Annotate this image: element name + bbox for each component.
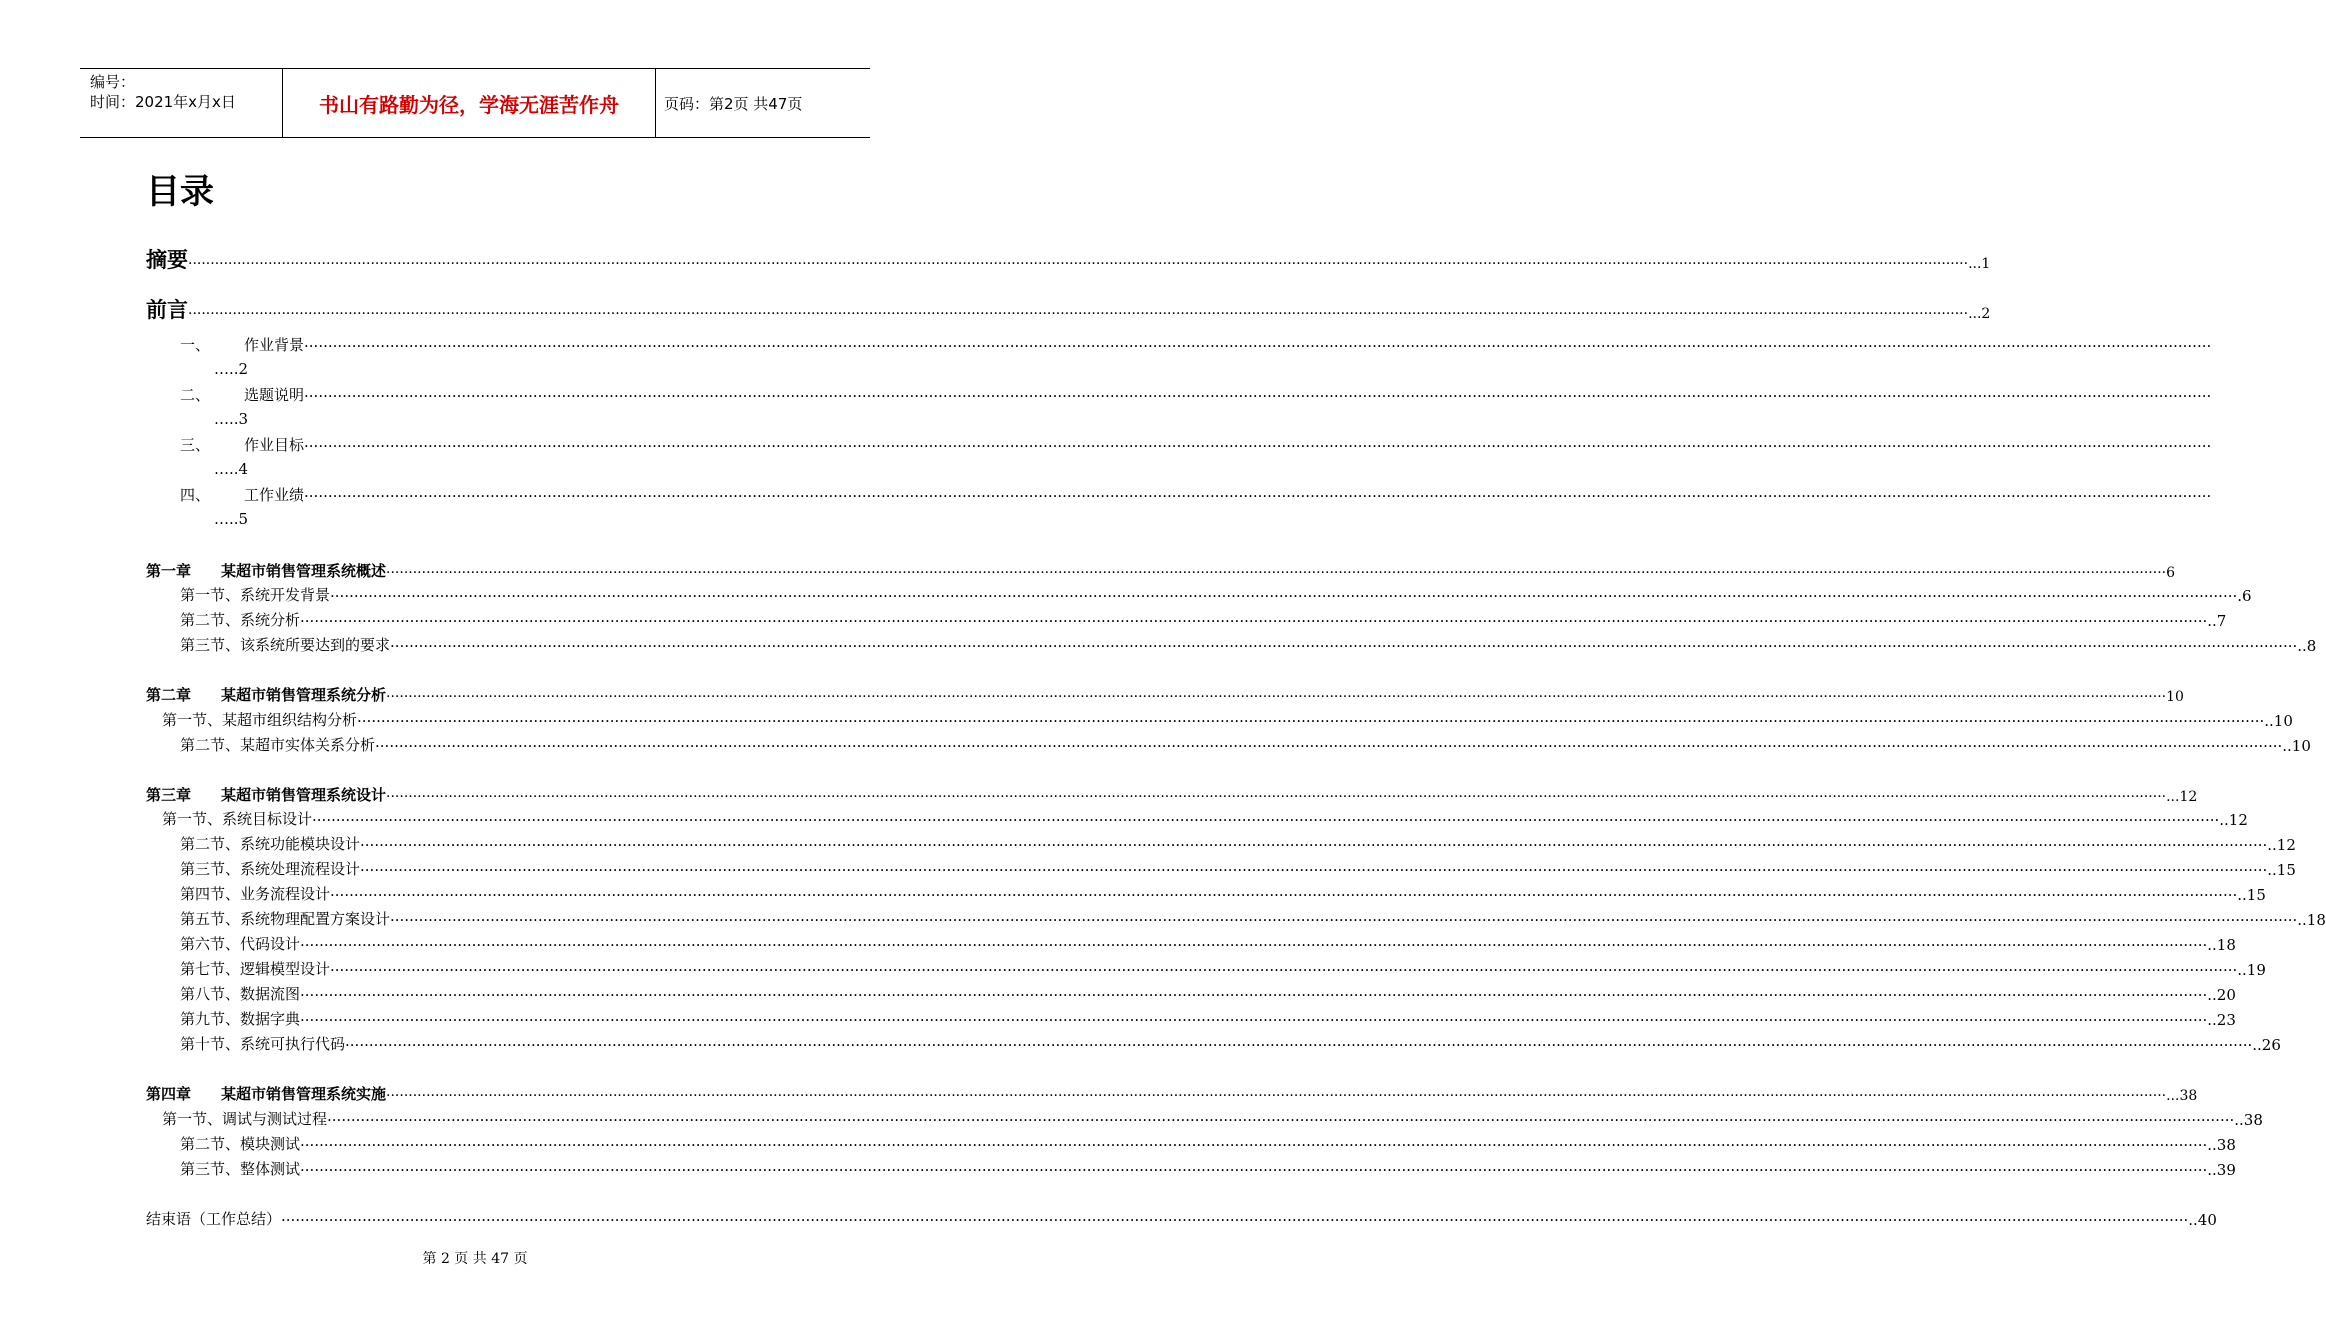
section-label: 第二节、模块测试 bbox=[180, 1135, 301, 1153]
toc-chapter[interactable] bbox=[146, 784, 2198, 805]
toc-section[interactable] bbox=[180, 1158, 2236, 1179]
toc-section[interactable] bbox=[180, 983, 2236, 1004]
toc-section[interactable] bbox=[180, 634, 2317, 655]
section-label: 第一节、系统开发背景 bbox=[180, 586, 331, 604]
chapter-label: 第三章 某超市销售管理系统设计 bbox=[146, 786, 387, 804]
leader-dots: ················································································································································································································································································································································································································ bbox=[386, 565, 2167, 581]
leader-dots: ················································································································································································································································································································································································································ bbox=[386, 789, 2167, 805]
toc-entry-page: ...2 bbox=[1968, 306, 1991, 322]
section-page: ..19 bbox=[2237, 961, 2266, 979]
section-label: 第六节、代码设计 bbox=[180, 935, 301, 953]
item-number: 四、 bbox=[180, 486, 211, 504]
document-header bbox=[80, 68, 870, 138]
toc-entry-label: 工作业绩 bbox=[244, 486, 305, 504]
page-footer: 第 2 页 共 47 页 bbox=[422, 1251, 528, 1267]
toc-entry-page: …..4 bbox=[214, 460, 249, 478]
leader-dots: ················································································································································································································································································································································································································ bbox=[300, 1161, 2208, 1179]
leader-dots: ················································································································································································································································································································································································································ bbox=[390, 911, 2298, 929]
leader-dots: ················································································································································································································································································································································································································ bbox=[304, 387, 2212, 405]
leader-dots: ················································································································································································································································································································································································································ bbox=[304, 337, 2212, 355]
section-page: ..7 bbox=[2207, 612, 2227, 630]
toc-section[interactable] bbox=[180, 609, 2227, 630]
section-page: .6 bbox=[2237, 587, 2252, 605]
leader-dots: ················································································································································································································································································································································································································ bbox=[300, 986, 2208, 1004]
toc-preface-item[interactable] bbox=[180, 384, 2212, 405]
chapter-label: 第四章 某超市销售管理系统实施 bbox=[146, 1085, 387, 1103]
number-label: 编号： bbox=[90, 73, 136, 91]
toc-preface-item[interactable] bbox=[180, 484, 2212, 505]
section-page: ..15 bbox=[2237, 886, 2266, 904]
section-page: ..38 bbox=[2207, 1136, 2236, 1154]
section-page: ..10 bbox=[2264, 712, 2293, 730]
toc-entry-page: …..3 bbox=[214, 410, 249, 428]
toc-chapter[interactable] bbox=[146, 1083, 2198, 1104]
section-page: ..12 bbox=[2219, 811, 2248, 829]
section-page: ..38 bbox=[2234, 1111, 2263, 1129]
leader-dots: ················································································································································································································································································································································································································ bbox=[327, 1111, 2235, 1129]
leader-dots: ················································································································································································································································································································································································································ bbox=[330, 587, 2238, 605]
item-number: 二、 bbox=[180, 386, 211, 404]
section-label: 第八节、数据流图 bbox=[180, 985, 301, 1003]
toc-section[interactable] bbox=[180, 833, 2296, 854]
section-page: ..10 bbox=[2282, 737, 2311, 755]
page-info-text: 页码：第2页 共47页 bbox=[664, 94, 803, 113]
leader-dots: ················································································································································································································································································································································································································ bbox=[345, 1036, 2253, 1054]
toc-entry-label: 摘要 bbox=[146, 248, 188, 272]
closing-label: 结束语（工作总结） bbox=[146, 1210, 282, 1228]
section-label: 第一节、系统目标设计 bbox=[162, 810, 313, 828]
section-label: 第三节、整体测试 bbox=[180, 1160, 301, 1178]
leader-dots: ················································································································································································································································································································································································································ bbox=[188, 306, 1969, 322]
section-label: 第二节、某超市实体关系分析 bbox=[180, 736, 376, 754]
chapter-page: ...12 bbox=[2166, 789, 2198, 805]
leader-dots: ················································································································································································································································································································································································································ bbox=[300, 1136, 2208, 1154]
leader-dots: ················································································································································································································································································································································································································ bbox=[300, 936, 2208, 954]
section-page: ..39 bbox=[2207, 1161, 2236, 1179]
toc-section[interactable] bbox=[162, 1108, 2263, 1129]
closing-page: ..40 bbox=[2188, 1211, 2217, 1229]
toc-entry-label: 作业目标 bbox=[244, 436, 305, 454]
toc-section[interactable] bbox=[180, 908, 2326, 929]
toc-entry-preface[interactable] bbox=[146, 294, 1991, 324]
leader-dots: ················································································································································································································································································································································································································ bbox=[188, 256, 1969, 272]
leader-dots: ················································································································································································································································································································································································································ bbox=[360, 836, 2268, 854]
header-meta bbox=[80, 69, 282, 137]
toc-entry-page: …..5 bbox=[214, 510, 249, 528]
toc-section[interactable] bbox=[180, 883, 2266, 904]
leader-dots: ················································································································································································································································································································································································································ bbox=[360, 861, 2268, 879]
chapter-label: 第二章 某超市销售管理系统分析 bbox=[146, 686, 387, 704]
toc-preface-item[interactable] bbox=[180, 434, 2212, 455]
item-number: 一、 bbox=[180, 336, 211, 354]
toc-entry-label: 选题说明 bbox=[244, 386, 305, 404]
section-page: ..15 bbox=[2267, 861, 2296, 879]
toc-entry-abstract[interactable] bbox=[146, 244, 1991, 274]
section-page: ..26 bbox=[2252, 1036, 2281, 1054]
section-page: ..18 bbox=[2297, 911, 2326, 929]
toc-closing[interactable] bbox=[146, 1208, 2217, 1229]
section-label: 第四节、业务流程设计 bbox=[180, 885, 331, 903]
section-page: ..8 bbox=[2297, 637, 2317, 655]
section-page: ..20 bbox=[2207, 986, 2236, 1004]
leader-dots: ················································································································································································································································································································································································································ bbox=[300, 1011, 2208, 1029]
section-label: 第三节、该系统所要达到的要求 bbox=[180, 636, 391, 654]
leader-dots: ················································································································································································································································································································································································································ bbox=[312, 811, 2220, 829]
toc-section[interactable] bbox=[180, 584, 2252, 605]
toc-entry-page: ...1 bbox=[1968, 256, 1991, 272]
toc-chapter[interactable] bbox=[146, 560, 2176, 581]
header-page-info bbox=[654, 69, 870, 137]
toc-section[interactable] bbox=[162, 709, 2293, 730]
section-label: 第十节、系统可执行代码 bbox=[180, 1035, 346, 1053]
leader-dots: ················································································································································································································································································································································································································ bbox=[357, 712, 2265, 730]
toc-preface-item[interactable] bbox=[180, 334, 2212, 355]
leader-dots: ················································································································································································································································································································································································································ bbox=[304, 487, 2212, 505]
leader-dots: ················································································································································································································································································································································································································ bbox=[300, 612, 2208, 630]
section-label: 第二节、系统分析 bbox=[180, 611, 301, 629]
chapter-page: 10 bbox=[2166, 689, 2184, 705]
leader-dots: ················································································································································································································································································································································································································ bbox=[375, 737, 2283, 755]
leader-dots: ················································································································································································································································································································································································································ bbox=[330, 961, 2238, 979]
leader-dots: ················································································································································································································································································································································································································ bbox=[304, 437, 2212, 455]
toc-section[interactable] bbox=[180, 1133, 2236, 1154]
chapter-label: 第一章 某超市销售管理系统概述 bbox=[146, 562, 387, 580]
toc-section[interactable] bbox=[180, 734, 2311, 755]
section-label: 第七节、逻辑模型设计 bbox=[180, 960, 331, 978]
leader-dots: ················································································································································································································································································································································································································ bbox=[330, 886, 2238, 904]
toc-entry-label: 作业背景 bbox=[244, 336, 305, 354]
chapter-page: ...38 bbox=[2166, 1088, 2198, 1104]
leader-dots: ················································································································································································································································································································································································································ bbox=[386, 1088, 2167, 1104]
toc-entry-label: 前言 bbox=[146, 298, 188, 322]
header-motto: 书山有路勤为径，学海无涯苦作舟 bbox=[282, 69, 656, 137]
section-label: 第一节、某超市组织结构分析 bbox=[162, 711, 358, 729]
section-label: 第五节、系统物理配置方案设计 bbox=[180, 910, 391, 928]
section-page: ..12 bbox=[2267, 836, 2296, 854]
toc-section[interactable] bbox=[180, 858, 2296, 879]
leader-dots: ················································································································································································································································································································································································································ bbox=[386, 689, 2167, 705]
toc-section[interactable] bbox=[180, 958, 2266, 979]
chapter-page: 6 bbox=[2166, 565, 2176, 581]
time-label: 时间：2021年x月x日 bbox=[90, 93, 236, 111]
toc-chapter[interactable] bbox=[146, 684, 2184, 705]
toc-title: 目录 bbox=[146, 172, 214, 212]
toc-section[interactable] bbox=[180, 1033, 2281, 1054]
section-label: 第二节、系统功能模块设计 bbox=[180, 835, 361, 853]
toc-entry-page: …..2 bbox=[214, 360, 249, 378]
section-page: ..18 bbox=[2207, 936, 2236, 954]
toc-section[interactable] bbox=[162, 808, 2248, 829]
section-page: ..23 bbox=[2207, 1011, 2236, 1029]
leader-dots: ················································································································································································································································································································································································································ bbox=[390, 637, 2298, 655]
toc-section[interactable] bbox=[180, 933, 2236, 954]
toc-section[interactable] bbox=[180, 1008, 2236, 1029]
leader-dots: ················································································································································································································································································································································································································ bbox=[281, 1211, 2189, 1229]
item-number: 三、 bbox=[180, 436, 211, 454]
section-label: 第九节、数据字典 bbox=[180, 1010, 301, 1028]
section-label: 第一节、调试与测试过程 bbox=[162, 1110, 328, 1128]
section-label: 第三节、系统处理流程设计 bbox=[180, 860, 361, 878]
